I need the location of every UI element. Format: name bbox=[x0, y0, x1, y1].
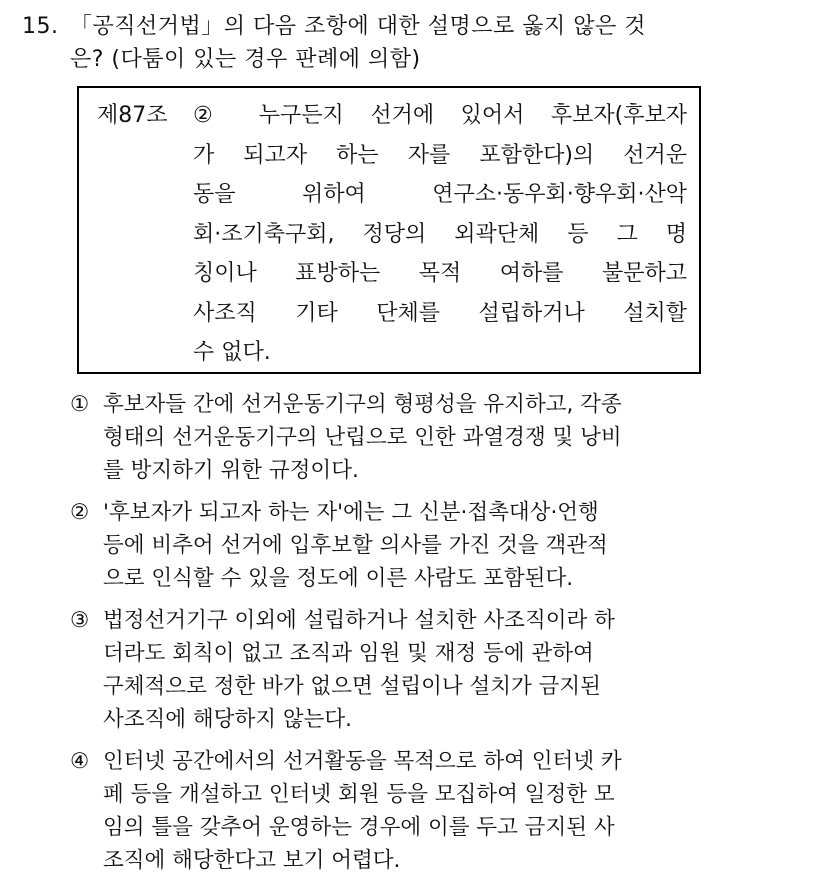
option-line: 후보자들 간에 선거운동기구의 형평성을 유지하고, 각종 bbox=[103, 392, 622, 417]
statute-line-text: 가 되고자 하는 자를 포함한다)의 선거운 bbox=[193, 142, 687, 168]
answer-option-3[interactable] bbox=[70, 604, 750, 736]
option-line: 페 등을 개설하고 인터넷 회원 등을 모집하여 일정한 모 bbox=[103, 782, 615, 807]
option-marker: ② bbox=[70, 500, 90, 525]
option-line: 으로 인식할 수 있을 정도에 이른 사람도 포함된다. bbox=[103, 566, 574, 591]
statute-text bbox=[97, 96, 687, 373]
option-line: 법정선거기구 이외에 설립하거나 설치한 사조직이라 하 bbox=[103, 608, 615, 633]
option-marker: ④ bbox=[70, 749, 90, 774]
option-text bbox=[70, 604, 750, 736]
statute-line-text: 수 없다. bbox=[193, 340, 271, 365]
statute-box bbox=[77, 86, 701, 374]
statute-line-text: 칭이나 표방하는 목적 여하를 불문하고 bbox=[193, 261, 687, 286]
statute-line bbox=[97, 175, 687, 215]
option-marker: ① bbox=[70, 392, 90, 417]
answer-options bbox=[70, 388, 750, 886]
option-line: 형태의 선거운동기구의 난립으로 인한 과열경쟁 및 낭비 bbox=[103, 425, 622, 450]
option-line: 사조직에 해당하지 않는다. bbox=[103, 707, 352, 732]
option-line: 임의 틀을 갖추어 운영하는 경우에 이를 두고 금지된 사 bbox=[103, 815, 615, 840]
statute-line-text: 사조직 기타 단체를 설립하거나 설치할 bbox=[193, 300, 687, 326]
answer-option-4[interactable] bbox=[70, 745, 750, 877]
option-line: 구체적으로 정한 바가 없으면 설립이나 설치가 금지된 bbox=[103, 674, 601, 699]
statute-line-text: 동을 위하여 연구소·동우회·향우회·산악 bbox=[193, 182, 687, 207]
option-text bbox=[70, 496, 750, 595]
question-text-line-1: 「공직선거법」의 다음 조항에 대한 설명으로 옳지 않은 것 bbox=[70, 14, 646, 39]
option-line: '후보자가 되고자 하는 자'에는 그 신분·접촉대상·언행 bbox=[103, 500, 599, 525]
option-text bbox=[70, 745, 750, 877]
question-number: 15. bbox=[22, 14, 59, 39]
question-line-1 bbox=[22, 10, 802, 43]
article-label: 제87조 bbox=[97, 103, 168, 128]
option-marker: ③ bbox=[70, 608, 90, 633]
statute-line-text: ② 누구든지 선거에 있어서 후보자(후보자 bbox=[193, 103, 687, 128]
option-line: 더라도 회칙이 없고 조직과 임원 및 재정 등에 관하여 bbox=[103, 641, 594, 666]
statute-line bbox=[97, 96, 687, 136]
statute-line bbox=[97, 254, 687, 294]
option-text bbox=[70, 388, 750, 487]
statute-line bbox=[97, 215, 687, 255]
statute-line bbox=[97, 294, 687, 334]
statute-line bbox=[97, 333, 687, 373]
option-line: 조직에 해당한다고 보기 어렵다. bbox=[103, 848, 401, 873]
statute-line-text: 회·조기축구회, 정당의 외곽단체 등 그 명 bbox=[193, 221, 687, 247]
answer-option-1[interactable] bbox=[70, 388, 750, 487]
question-text-line-2: 은? (다툼이 있는 경우 판례에 의함) bbox=[70, 47, 421, 72]
option-line: 등에 비추어 선거에 입후보할 의사를 가진 것을 객관적 bbox=[103, 533, 608, 558]
statute-line bbox=[97, 136, 687, 176]
question-stem bbox=[22, 10, 802, 76]
option-line: 를 방지하기 위한 규정이다. bbox=[103, 458, 359, 483]
option-line: 인터넷 공간에서의 선거활동을 목적으로 하여 인터넷 카 bbox=[103, 749, 622, 774]
answer-option-2[interactable] bbox=[70, 496, 750, 595]
